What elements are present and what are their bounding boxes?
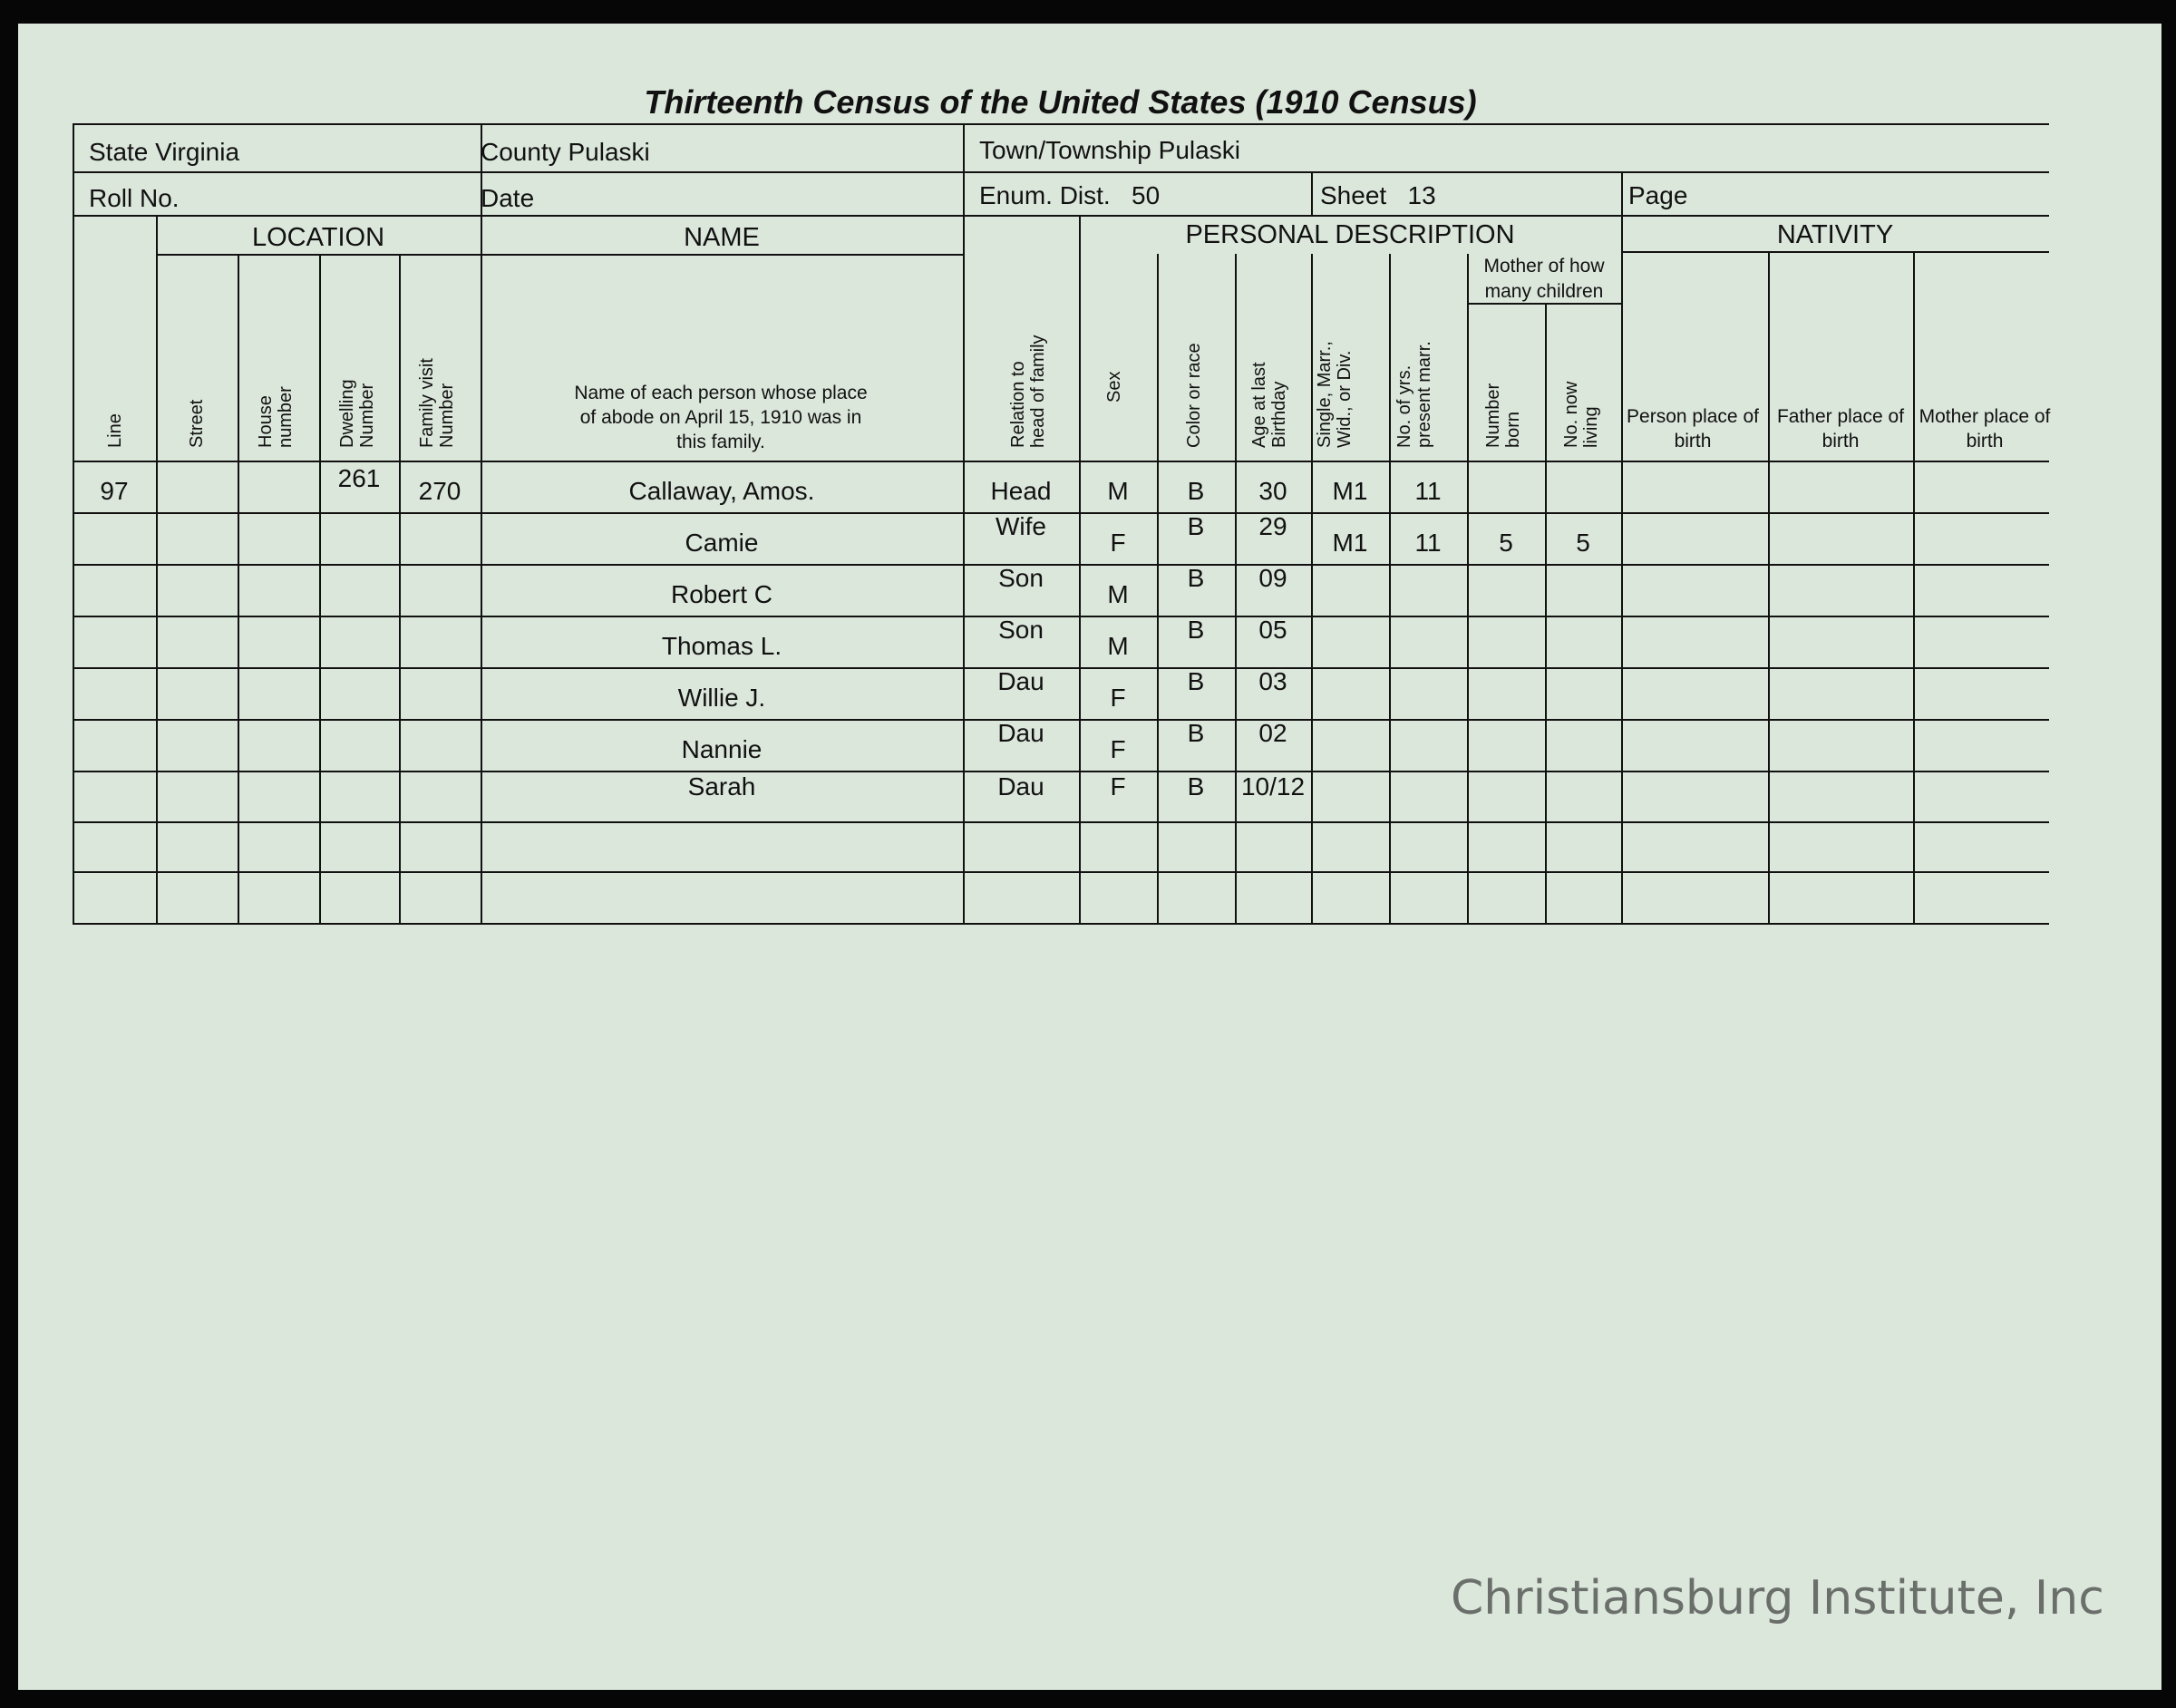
color-cell: B xyxy=(1187,719,1205,747)
name-cell: Nannie xyxy=(681,735,763,763)
now-living-cell: 5 xyxy=(1576,529,1590,557)
age-cell: 30 xyxy=(1258,477,1287,505)
grid-line xyxy=(1913,251,1915,923)
page-label: Page xyxy=(1628,181,1688,209)
color-cell: B xyxy=(1187,772,1205,801)
family-visit-column-header: Family visit Number xyxy=(417,358,457,448)
color-cell: B xyxy=(1187,512,1205,540)
family-cell: 270 xyxy=(418,477,461,505)
relation-cell: Dau xyxy=(997,667,1044,695)
grid-line xyxy=(73,923,2049,925)
name-header: NAME xyxy=(684,223,760,252)
years-married-cell: 11 xyxy=(1414,529,1442,557)
color-cell: B xyxy=(1187,477,1205,505)
town-label: Town/Township Pulaski xyxy=(979,136,1240,164)
enum-dist-label: Enum. Dist. 50 xyxy=(979,181,1161,209)
grid-line xyxy=(156,254,481,256)
roll-label: Roll No. xyxy=(89,184,180,212)
grid-line xyxy=(1623,251,2049,253)
age-cell: 10/12 xyxy=(1240,772,1306,801)
grid-line xyxy=(1467,254,1469,923)
grid-line xyxy=(481,254,963,256)
grid-line xyxy=(73,123,2049,125)
grid-line xyxy=(73,871,2049,873)
marital-cell: M1 xyxy=(1332,477,1368,505)
grid-line xyxy=(1079,215,1081,923)
state-label: State Virginia xyxy=(89,138,240,166)
line-cell: 97 xyxy=(100,477,129,505)
name-cell: Camie xyxy=(685,529,759,557)
marital-cell: M1 xyxy=(1332,529,1368,557)
color-cell: B xyxy=(1187,616,1205,644)
dwelling-cell: 261 xyxy=(337,464,381,492)
grid-line xyxy=(73,215,2049,217)
age-cell: 05 xyxy=(1258,616,1287,644)
grid-line xyxy=(1311,171,1313,215)
sex-cell: F xyxy=(1110,735,1126,763)
grid-line xyxy=(73,461,2049,462)
grid-line xyxy=(156,215,158,923)
grid-line xyxy=(73,123,74,923)
color-race-column-header: Color or race xyxy=(1184,343,1204,448)
nativity-header: NATIVITY xyxy=(1776,220,1894,249)
relation-cell: Dau xyxy=(997,772,1044,801)
grid-line xyxy=(1621,171,1623,923)
location-header: LOCATION xyxy=(251,223,385,252)
sex-cell: M xyxy=(1107,632,1129,660)
grid-line xyxy=(1768,251,1770,923)
relation-cell: Son xyxy=(998,616,1044,644)
watermark: Christiansburg Institute, Inc xyxy=(1451,1571,2104,1626)
person-birthplace-header: Person place of birth xyxy=(1627,406,1759,451)
father-birthplace-header: Father place of birth xyxy=(1776,406,1905,451)
street-column-header: Street xyxy=(187,399,207,448)
grid-line xyxy=(73,821,2049,823)
number-born-column-header: Number born xyxy=(1483,383,1523,448)
grid-line xyxy=(73,171,2049,173)
line-column-header: Line xyxy=(105,413,125,448)
house-number-column-header: House number xyxy=(256,386,296,448)
color-cell: B xyxy=(1187,667,1205,695)
relation-cell: Son xyxy=(998,564,1044,592)
sheet-label: Sheet 13 xyxy=(1320,181,1436,209)
now-living-column-header: No. now living xyxy=(1561,381,1601,448)
grid-line xyxy=(319,254,321,923)
grid-line xyxy=(238,254,239,923)
years-married-column-header: No. of yrs. present marr. xyxy=(1394,341,1434,448)
sex-cell: M xyxy=(1107,580,1129,608)
name-cell: Sarah xyxy=(687,772,756,801)
dwelling-number-column-header: Dwelling Number xyxy=(337,379,377,448)
sex-column-header: Sex xyxy=(1104,371,1124,403)
relation-cell: Wife xyxy=(996,512,1046,540)
color-cell: B xyxy=(1187,564,1205,592)
name-cell: Willie J. xyxy=(677,684,766,712)
age-cell: 29 xyxy=(1258,512,1287,540)
sex-cell: F xyxy=(1110,772,1126,801)
age-cell: 03 xyxy=(1258,667,1287,695)
age-column-header: Age at last Birthday xyxy=(1249,362,1289,448)
county-label: County Pulaski xyxy=(481,138,650,166)
mother-birthplace-header: Mother place of birth xyxy=(1919,406,2051,451)
marital-status-column-header: Single, Marr., Wid., or Div. xyxy=(1315,341,1355,448)
relation-column-header: Relation to head of family xyxy=(1008,335,1048,448)
sex-cell: F xyxy=(1110,684,1126,712)
name-column-header: Name of each person whose place of abode on April 15, 1910 was in this family. xyxy=(574,383,868,452)
age-cell: 09 xyxy=(1258,564,1287,592)
name-cell: Callaway, Amos. xyxy=(628,477,815,505)
years-married-cell: 11 xyxy=(1414,477,1442,505)
date-label: Date xyxy=(481,184,535,212)
relation-cell: Head xyxy=(990,477,1052,505)
name-cell: Robert C xyxy=(670,580,773,608)
grid-line xyxy=(1311,254,1313,923)
sex-cell: F xyxy=(1110,529,1126,557)
number-born-cell: 5 xyxy=(1499,529,1513,557)
grid-line xyxy=(1545,303,1547,923)
relation-cell: Dau xyxy=(997,719,1044,747)
grid-line xyxy=(1389,254,1391,923)
sex-cell: M xyxy=(1107,477,1129,505)
personal-description-header: PERSONAL DESCRIPTION xyxy=(1185,220,1515,249)
name-cell: Thomas L. xyxy=(661,632,782,660)
grid-line xyxy=(399,254,401,923)
mother-children-header: Mother of how many children xyxy=(1483,256,1605,302)
age-cell: 02 xyxy=(1258,719,1287,747)
page-title: Thirteenth Census of the United States (1910 Census) xyxy=(644,83,1477,121)
census-sheet xyxy=(18,24,2161,1690)
